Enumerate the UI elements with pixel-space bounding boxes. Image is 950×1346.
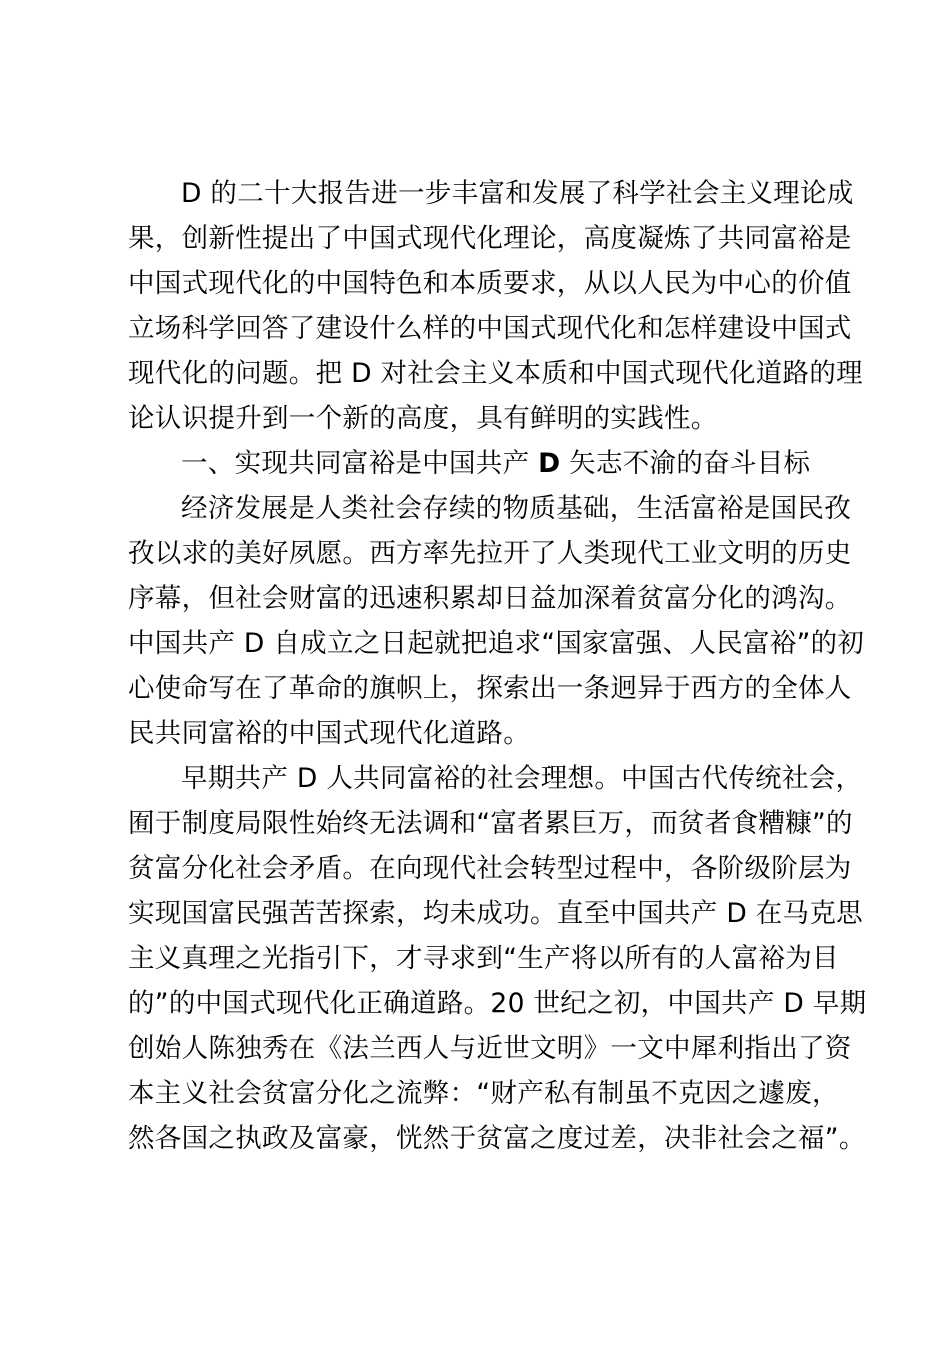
paragraph-line: 现代化的问题。把 D 对社会主义本质和中国式现代化道路的理 bbox=[128, 358, 863, 389]
paragraph-line: 实现国富民强苦苦探索，均未成功。直至中国共产 D 在马克思 bbox=[128, 898, 863, 929]
paragraph-line: 中国共产 D 自成立之日起就把追求“国家富强、人民富裕”的初 bbox=[128, 628, 865, 659]
paragraph-line: 创始人陈独秀在《法兰西人与近世文明》一文中犀利指出了资 bbox=[128, 1033, 852, 1064]
paragraph-line: 贫富分化社会矛盾。在向现代社会转型过程中，各阶级阶层为 bbox=[128, 853, 852, 884]
paragraph-line: 立场科学回答了建设什么样的中国式现代化和怎样建设中国式 bbox=[128, 313, 852, 344]
paragraph-line: 经济发展是人类社会存续的物质基础，生活富裕是国民孜 bbox=[181, 493, 851, 524]
paragraph-line: 然各国之执政及富豪，恍然于贫富之度过差，决非社会之福”。 bbox=[128, 1123, 866, 1154]
paragraph-line: 孜以求的美好夙愿。西方率先拉开了人类现代工业文明的历史 bbox=[128, 538, 852, 569]
paragraph-line: 囿于制度局限性始终无法调和“富者累巨万，而贫者食糟糠”的 bbox=[128, 808, 853, 839]
heading-bold-letter: D bbox=[538, 448, 561, 479]
paragraph-line: 心使命写在了革命的旗帜上，探索出一条迥异于西方的全体人 bbox=[128, 673, 852, 704]
paragraph-line: 本主义社会贫富分化之流弊：“财产私有制虽不克因之遽废， bbox=[128, 1078, 839, 1109]
paragraph-line: 论认识提升到一个新的高度，具有鲜明的实践性。 bbox=[128, 403, 718, 434]
heading-text: 一、实现共同富裕是中国共产 bbox=[181, 448, 539, 479]
paragraph-line: 民共同富裕的中国式现代化道路。 bbox=[128, 718, 530, 749]
paragraph-line: 序幕，但社会财富的迅速积累却日益加深着贫富分化的鸿沟。 bbox=[128, 583, 852, 614]
section-heading bbox=[181, 441, 810, 486]
paragraph-line: 的”的中国式现代化正确道路。20 世纪之初，中国共产 D 早期 bbox=[128, 988, 867, 1019]
heading-text: 矢志不渝的奋斗目标 bbox=[560, 448, 811, 479]
paragraph-line: D 的二十大报告进一步丰富和发展了科学社会主义理论成 bbox=[181, 178, 854, 209]
paragraph-line: 主义真理之光指引下，才寻求到“生产将以所有的人富裕为目 bbox=[128, 943, 839, 974]
paragraph-line: 中国式现代化的中国特色和本质要求，从以人民为中心的价值 bbox=[128, 268, 852, 299]
paragraph-line: 早期共产 D 人共同富裕的社会理想。中国古代传统社会， bbox=[181, 763, 863, 794]
paragraph-line: 果，创新性提出了中国式现代化理论，高度凝炼了共同富裕是 bbox=[128, 223, 852, 254]
